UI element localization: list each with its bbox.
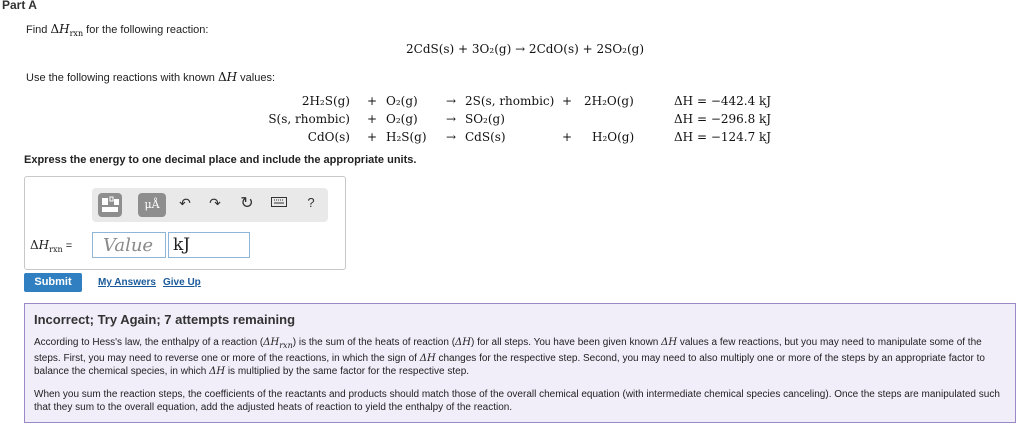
reaction-1-product-2: 2H₂O(g) <box>584 94 634 108</box>
help-button[interactable]: ? <box>307 195 315 210</box>
question-prompt: Find $\Delta H_{rxn}$ for the following reaction: <box>26 22 209 38</box>
feedback-paragraph-1: According to Hess's law, the enthalpy of a reaction $(\Delta H_{rxn})$ is the sum of the heats of reaction (ΔH) for all steps. You have been given known ΔH values a few reactions, but you may need to manipulate some of the steps. First, you may need to reverse one or more of the reactions, in which the sign of ΔH changes for the respective step. Second, you may need to also multiply one or more of the steps by an appropriate factor to balance the chemical species, in which ΔH is multiplied by the same factor for the respective step. <box>34 337 985 377</box>
reaction-3-product-2: H₂O(g) <box>592 130 635 144</box>
feedback-title: Incorrect; Try Again; 7 attempts remaining <box>34 312 296 327</box>
undo-icon[interactable]: ↶ <box>179 195 191 211</box>
reaction-2-dh: ΔH = −296.8 kJ <box>674 112 772 126</box>
reaction-1-reactant-2: O₂(g) <box>386 94 418 108</box>
reaction-2-reactant-2: O₂(g) <box>386 112 418 126</box>
give-up-link[interactable]: Give Up <box>163 277 201 288</box>
reaction-3-arrow: → <box>446 130 457 144</box>
reaction-1-reactant-1: 2H₂S(g) <box>301 94 350 108</box>
math-toolbar <box>92 188 328 222</box>
overall-reaction: 2CdS(s) + 3O₂(g) → 2CdO(s) + 2SO₂(g) <box>406 42 645 56</box>
reaction-3-reactant-2: H₂S(g) <box>386 130 427 144</box>
part-title: Part A <box>2 0 37 12</box>
units-button[interactable]: μÅ <box>138 193 166 217</box>
redo-icon[interactable]: ↷ <box>209 195 221 211</box>
keyboard-icon[interactable] <box>270 195 288 211</box>
reaction-2-product-1: SO₂(g) <box>465 112 505 126</box>
reaction-3-reactant-1: CdO(s) <box>307 130 350 144</box>
reaction-3-product-1: CdS(s) <box>465 130 506 144</box>
reaction-1-dh: ΔH = −442.4 kJ <box>674 94 772 108</box>
reaction-1-plus: + <box>367 94 378 108</box>
answer-label: $\Delta H_{rxn}$ = <box>30 238 73 254</box>
value-input-box <box>92 232 166 258</box>
reaction-3-plus: + <box>367 130 378 144</box>
reaction-1-arrow: → <box>446 94 457 108</box>
reaction-2-arrow: → <box>446 112 457 126</box>
submit-button[interactable]: Submit <box>24 273 82 292</box>
reset-icon[interactable]: ↻ <box>240 195 254 212</box>
reaction-1-plus-2: + <box>562 94 573 108</box>
instruction-text: Express the energy to one decimal place and include the appropriate units. <box>24 154 417 166</box>
reaction-3-dh: ΔH = −124.7 kJ <box>674 130 772 144</box>
reaction-1-product-1: 2S(s, rhombic) <box>465 94 555 108</box>
reaction-3-plus-2: + <box>562 130 573 144</box>
unit-input[interactable]: kJ <box>168 232 250 258</box>
reaction-2-plus: + <box>367 112 378 126</box>
my-answers-link[interactable]: My Answers <box>98 277 156 288</box>
templates-icon <box>98 193 122 217</box>
value-input[interactable] <box>93 233 165 257</box>
reaction-2-reactant-1: S(s, rhombic) <box>268 112 350 126</box>
feedback-paragraph-2: When you sum the reaction steps, the coefficients of the reactants and products should match those of the overall chemical equation (with intermediate chemical species canceling). Once the steps are manipulated such that they sum to the overall equation, add the adjusted heats of reaction to yield the enthalpy of the reaction. <box>34 389 1000 413</box>
templates-button[interactable] <box>98 193 122 217</box>
known-reactions-prompt: Use the following reactions with known ΔH values: <box>26 70 276 84</box>
